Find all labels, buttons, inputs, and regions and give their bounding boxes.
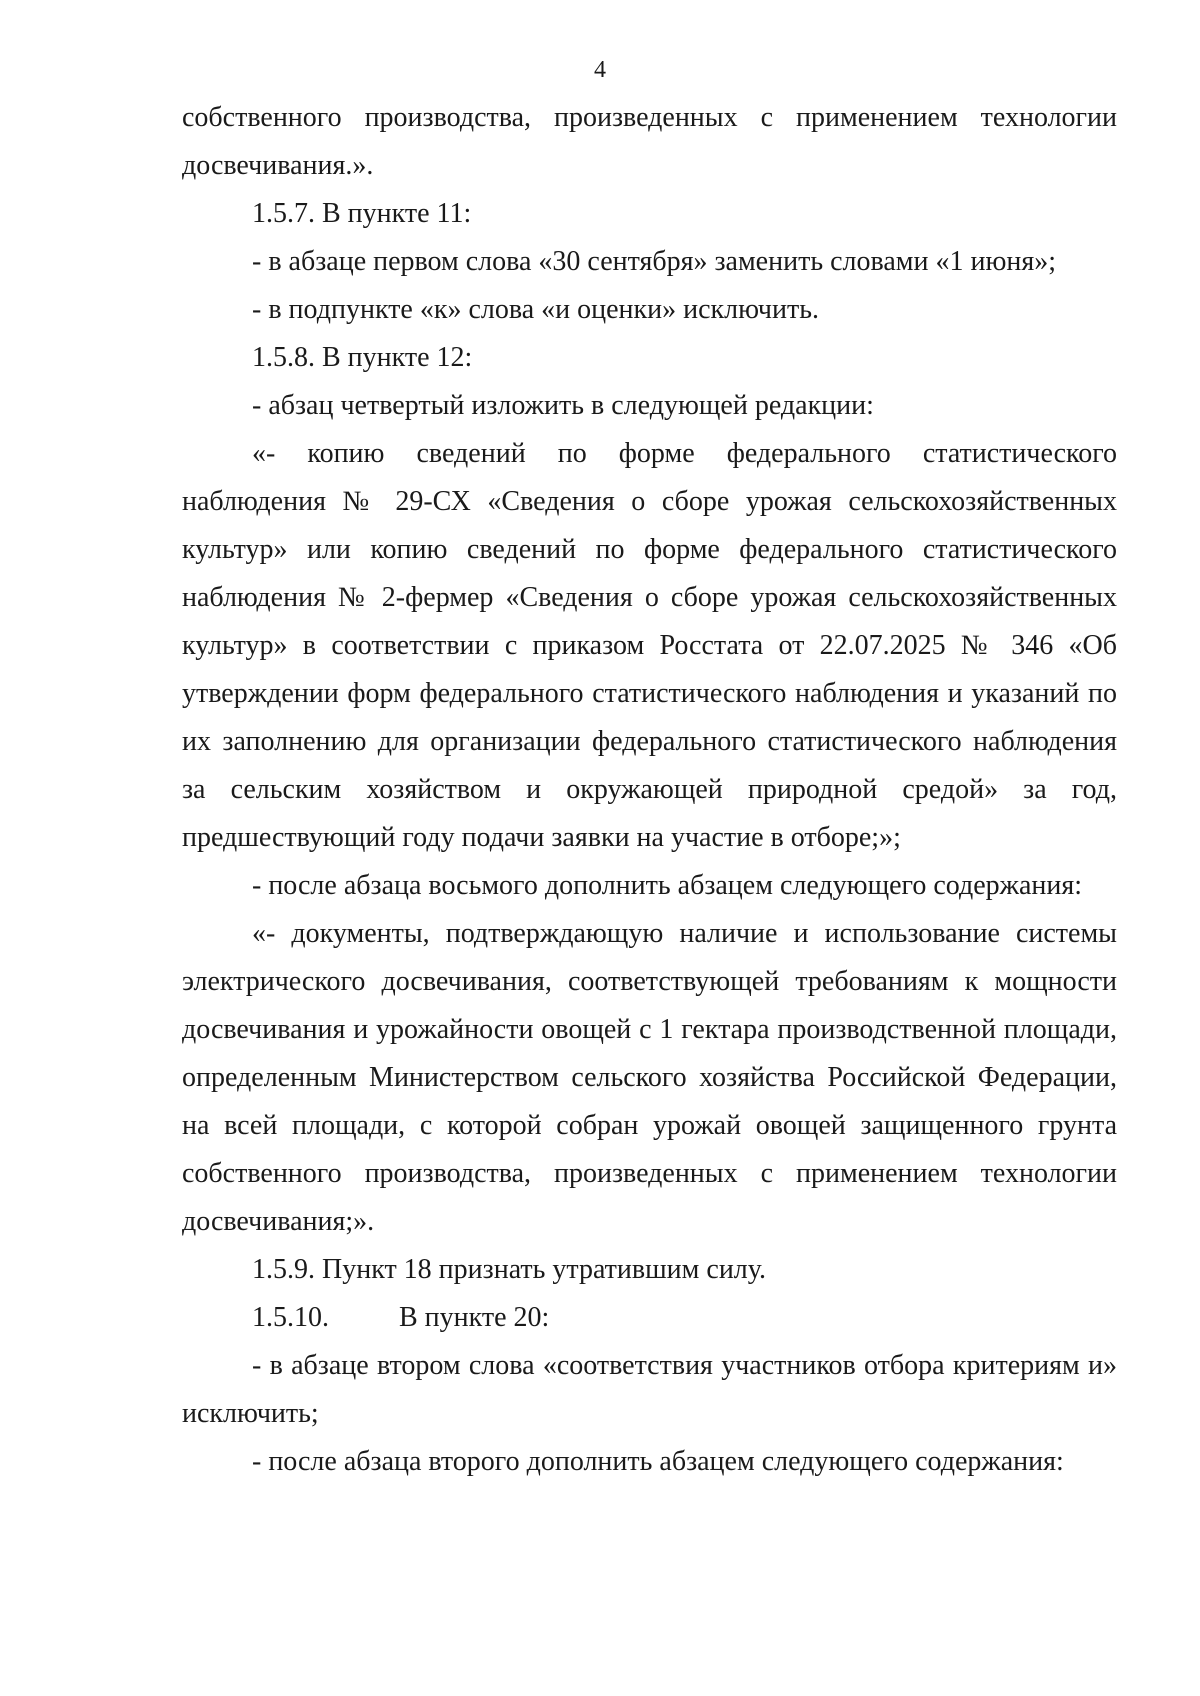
paragraph-continuation: собственного производства, произведенных с применением технологии досвечивания.». xyxy=(182,102,1117,181)
paragraph-new-abzac-documents: «- документы, подтверждающую наличие и использование системы электрического досвечивания, соответствующей требованиям к мощности досвечивания и урожайности овощей с 1 гектара производственной площади, определенным Министерством сельского хозяйства Российской Федерации, на всей площади, с которой собран урожай овощей защищенного грунта собственного производства, произведенных с применением технологии досвечивания;». xyxy=(182,918,1117,1237)
clause-1-5-10-text: В пункте 20: xyxy=(399,1302,550,1333)
paragraph-clause-11-podpunkt-k: - в подпункте «к» слова «и оценки» исключить. xyxy=(252,294,819,325)
clause-1-5-10-number: 1.5.10. xyxy=(252,1302,329,1333)
paragraph-new-abzac-4-text: «- копию сведений по форме федерального статистического наблюдения № 29-СХ «Сведения о сборе урожая сельскохозяйственных культур» или копию сведений по форме федерального статистического наблюдения № 2-фермер «Сведения о сборе урожая сельскохозяйственных культур» в соответствии с приказом Росстата от 22.07.2025 № 346 «Об утверждении форм федерального статистического наблюдения и указаний по их заполнению для организации федерального статистического наблюдения за сельским хозяйством и окружающей природной средой» за год, предшествующий году подачи заявки на участие в отборе;»; xyxy=(182,438,1117,853)
clause-1-5-10 xyxy=(182,1294,1117,1342)
document-body xyxy=(182,94,1117,1486)
paragraph-after-abzac-8: - после абзаца восьмого дополнить абзацем следующего содержания: xyxy=(252,870,1083,901)
clause-1-5-9: 1.5.9. Пункт 18 признать утратившим силу. xyxy=(252,1254,766,1285)
clause-1-5-7: 1.5.7. В пункте 11: xyxy=(252,198,472,229)
paragraph-after-abzac-2: - после абзаца второго дополнить абзацем следующего содержания: xyxy=(252,1446,1064,1477)
paragraph-clause-20-abzac-2: - в абзаце втором слова «соответствия участников отбора критериям и» исключить; xyxy=(182,1350,1117,1429)
clause-1-5-8: 1.5.8. В пункте 12: xyxy=(252,342,473,373)
page-number: 4 xyxy=(594,57,606,83)
paragraph-clause-11-abzac-1: - в абзаце первом слова «30 сентября» заменить словами «1 июня»; xyxy=(252,246,1057,277)
paragraph-clause-12-abzac-4: - абзац четвертый изложить в следующей редакции: xyxy=(252,390,874,421)
